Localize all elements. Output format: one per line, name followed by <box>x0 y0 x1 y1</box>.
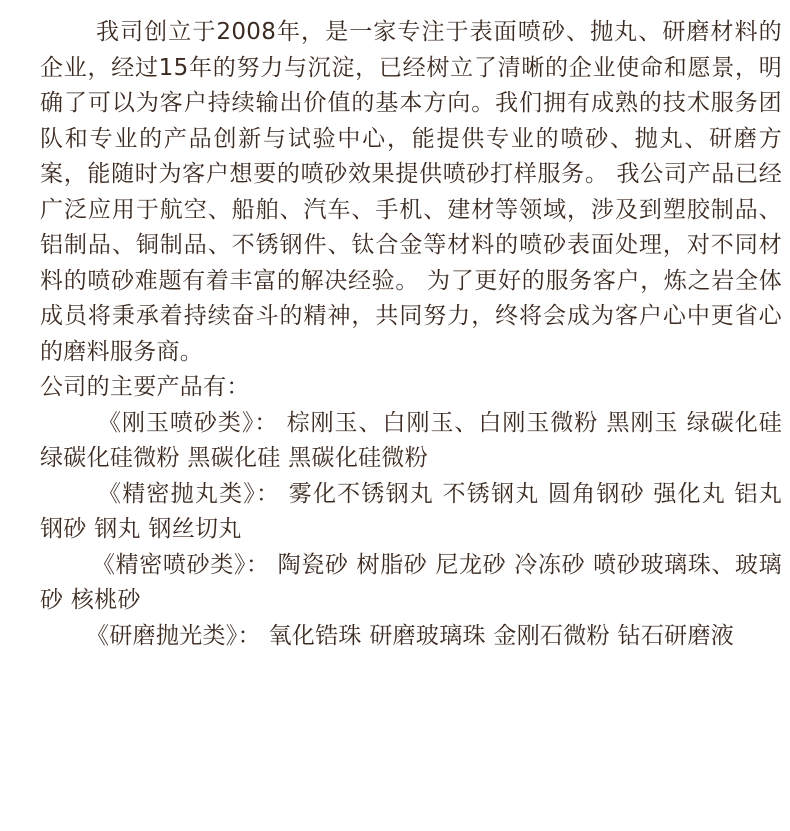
products-heading: 公司的主要产品有： <box>40 374 250 400</box>
company-intro-paragraph: 我司创立于2008年，是一家专注于表面喷砂、抛丸、研磨材料的企业，经过15年的努力与沉淀，已经树立了清晰的企业使命和愿景，明确了可以为客户持续输出价值的基本方向。我们拥有成熟的技术服务团队和专业的产品创新与试验中心，能提供专业的喷砂、抛丸、研磨方案，能随时为客户想要的喷砂效果提供喷砂打样服务。 我公司产品已经广泛应用于航空、船舶、汽车、手机、建材等领域，涉及到塑胶制品、铝制品、铜制品、不锈钢件、钛合金等材料的喷砂表面处理，对不同材料的喷砂难题有着丰富的解决经验。 为了更好的服务客户，炼之岩全体成员将秉承着持续奋斗的精神，共同努力，终将会成为客户心中更省心的磨料服务商。 <box>40 19 782 365</box>
product-category-precision-shot-blasting: 《精密抛丸类》： 雾化不锈钢丸 不锈钢丸 圆角钢砂 强化丸 铝丸 钢砂 钢丸 钢丝切丸 <box>40 480 782 542</box>
product-category-precision-sandblasting: 《精密喷砂类》： 陶瓷砂 树脂砂 尼龙砂 冷冻砂 喷砂玻璃珠、玻璃砂 核桃砂 <box>40 551 782 613</box>
product-category-corundum-sandblasting: 《刚玉喷砂类》： 棕刚玉、白刚玉、白刚玉微粉 黑刚玉 绿碳化硅 绿碳化硅微粉 黑碳化硅 黑碳化硅微粉 <box>40 409 782 471</box>
product-category-grinding-polishing: 《研磨抛光类》： 氧化锆珠 研磨玻璃珠 金刚石微粉 钻石研磨液 <box>86 622 735 649</box>
company-profile-document <box>40 15 782 654</box>
